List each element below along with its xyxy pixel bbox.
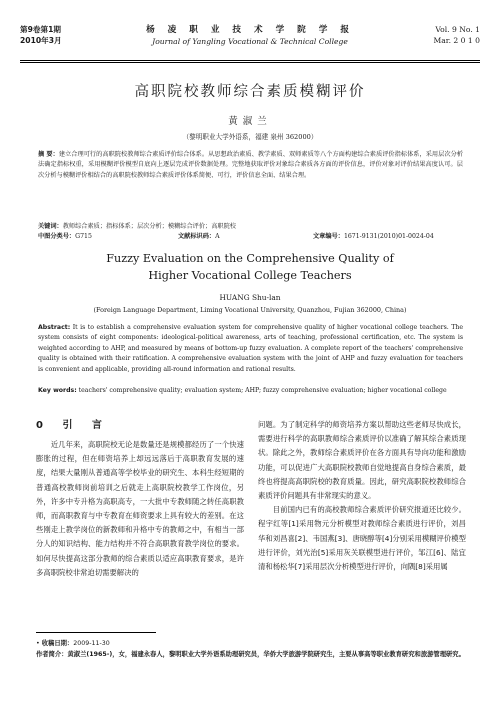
header-issue-en xyxy=(434,24,481,46)
volume-cn: 第9卷第1期 xyxy=(20,25,61,34)
journal-name-cn: 杨 凌 职 业 技 术 学 院 学 报 xyxy=(146,25,354,35)
title-en-line2: Higher Vocational College Teachers xyxy=(148,269,352,282)
received-date xyxy=(36,638,466,649)
abstract-cn-text: 建立合理可行的高职院校教师综合素质评价综合体系。从思想政治素质、教学素质、双师素质等八个方面构建综合素质评价指标体系，采用层次分析法确定指标权重，采用模糊评价模型自底向上逐层完成评价数据处理。完整地获取评价对象综合素质各方面的评价信息，评价对象对评价结果高度认可。层次分析与模糊评价相结合的高职院校教师综合素质评价体系简便、可行，评价信息全面、结果合理。 xyxy=(38,151,463,179)
footnote-rule xyxy=(36,632,156,633)
keywords-en-text: teachers' comprehensive quality; evaluation system; AHP; fuzzy comprehensive evaluation; higher vocational college xyxy=(78,387,447,394)
affiliation-cn: （黎明职业大学外语系，福建 泉州 362000） xyxy=(182,133,318,141)
abstract-cn-label: 摘 要： xyxy=(38,151,59,158)
date-cn: 2010年3月 xyxy=(20,36,62,45)
keywords-en-label: Key words: xyxy=(38,387,77,394)
keywords-cn xyxy=(38,222,463,232)
article-number-value: 1671-9131(2010)01-0024-04 xyxy=(343,233,434,240)
author-bio-label: 作者简介： xyxy=(36,651,68,658)
abstract-en-text: It is to establish a comprehensive evaluation system for comprehensive quality of higher vocational college teachers. The system consists of eight components: ideological-political awareness, arts of teaching, professional certification, etc. The system is weighted according to AHP, and measured by means of bottom-up fuzzy evaluation. A complete report of the teachers' comprehensive quality is obtained with their ratification. A comprehensive evaluation system with the joint of AHP and fuzzy evaluation for teachers is convenient and applicable, providing all-round information and rational results. xyxy=(38,324,463,373)
body-column-right xyxy=(258,418,466,574)
date-en: Mar. 2 0 1 0 xyxy=(433,36,480,45)
keywords-cn-label: 关键词： xyxy=(38,223,63,230)
received-label: 收稿日期： xyxy=(41,640,74,647)
intro-paragraph-1-cont: 问题。为了制定科学的师资培养方案以帮助这些老师尽快成长，需要进行科学的高职教师综合素质评价以准确了解其综合素质现状。除此之外，教师综合素质评价在各方面具有导向功能和激励功能，可以促进广大高职院校教师自觉地提高自身综合素质，最终也将提高高职院校的教育质量。因此，研究高职院校教师综合素质评价问题具有非常现实的意义。 xyxy=(258,420,466,501)
class-number xyxy=(38,232,178,242)
footnote xyxy=(36,638,466,660)
document-code xyxy=(178,232,313,242)
class-number-label: 中图分类号： xyxy=(38,233,76,240)
author-en: HUANG Shu-lan xyxy=(219,293,281,302)
abstract-en-label: Abstract: xyxy=(38,324,71,331)
volume-en: Vol. 9 No. 1 xyxy=(435,25,480,34)
title-en-line1: Fuzzy Evaluation on the Comprehensive Quality of xyxy=(106,252,394,265)
journal-name-en: Journal of Yangling Vocational & Technical College xyxy=(152,37,348,46)
author-bio-text: 黄淑兰(1965-)，女，福建永春人，黎明职业大学外语系助理研究员，华侨大学旅游学院研究生，主要从事高等职业教育研究和旅游管理研究。 xyxy=(67,651,465,658)
document-code-label: 文献标识码： xyxy=(178,233,216,240)
affiliation-en: (Foreign Language Department, Liming Vocational University, Quanzhou, Fujian 362000, China) xyxy=(93,306,407,314)
author-cn: 黄淑兰 xyxy=(228,116,272,127)
abstract-cn xyxy=(38,150,463,181)
author-bio xyxy=(36,649,466,660)
body-column-left xyxy=(36,418,244,580)
classification-line xyxy=(38,232,463,242)
keywords-cn-text: 教师综合素质；指标体系；层次分析；模糊综合评价；高职院校 xyxy=(62,223,236,230)
article-number xyxy=(313,232,434,242)
title-cn: 高职院校教师综合素质模糊评价 xyxy=(134,84,366,100)
received-value: 2009-11-30 xyxy=(73,640,110,647)
header-rule-thin xyxy=(20,62,480,63)
intro-paragraph-2: 目前国内已有的高校教师综合素质评价研究报道还比较少。程宇红等[1]采用物元分析模型对教师综合素质进行评价，刘昌华和刘昌喜[2]、韦国燕[3]、唐晓醇等[4]分别采用模糊评价模型进行评价，刘光治[5]采用灰关联模型进行评价，邹江[6]、陆宜清和杨松华[7]采用层次分析模型进行评价，向隅[8]采用属 xyxy=(258,505,466,572)
keywords-en xyxy=(38,386,463,396)
section-heading: 0 引 言 xyxy=(36,420,110,431)
document-code-value: A xyxy=(215,233,220,240)
intro-paragraph-1: 近几年来，高职院校无论是数量还是规模都经历了一个快速膨胀的过程，但在师资培养上却远远落后于高职教育发展的速度，结果大量刚从普通高等学校毕业的研究生、本科生经短期的普通高校教师岗前培训之后就走上高职院校教学工作岗位，另外，许多中专升格为高职高专，一大批中专教师随之转任高职教师，而高职教育与中专教育在师资要求上具有较大的差别。在这些刚走上教学岗位的新教师和升格中专的教师之中，有相当一部分人的知识结构、能力结构并不符合高职教育教学岗位的要求。如何尽快提高这部分教师的综合素质以适应高职教育要求，是许多高职院校非常迫切需要解决的 xyxy=(36,440,244,577)
running-header xyxy=(20,24,480,60)
header-journal xyxy=(20,24,480,47)
header-rule-thick xyxy=(20,60,480,61)
abstract-en xyxy=(38,323,463,375)
metadata-cn xyxy=(38,222,463,242)
bullet-icon: • xyxy=(36,640,42,647)
class-number-value: G715 xyxy=(75,233,92,240)
article-number-label: 文章编号： xyxy=(313,233,344,240)
title-en xyxy=(0,250,500,284)
